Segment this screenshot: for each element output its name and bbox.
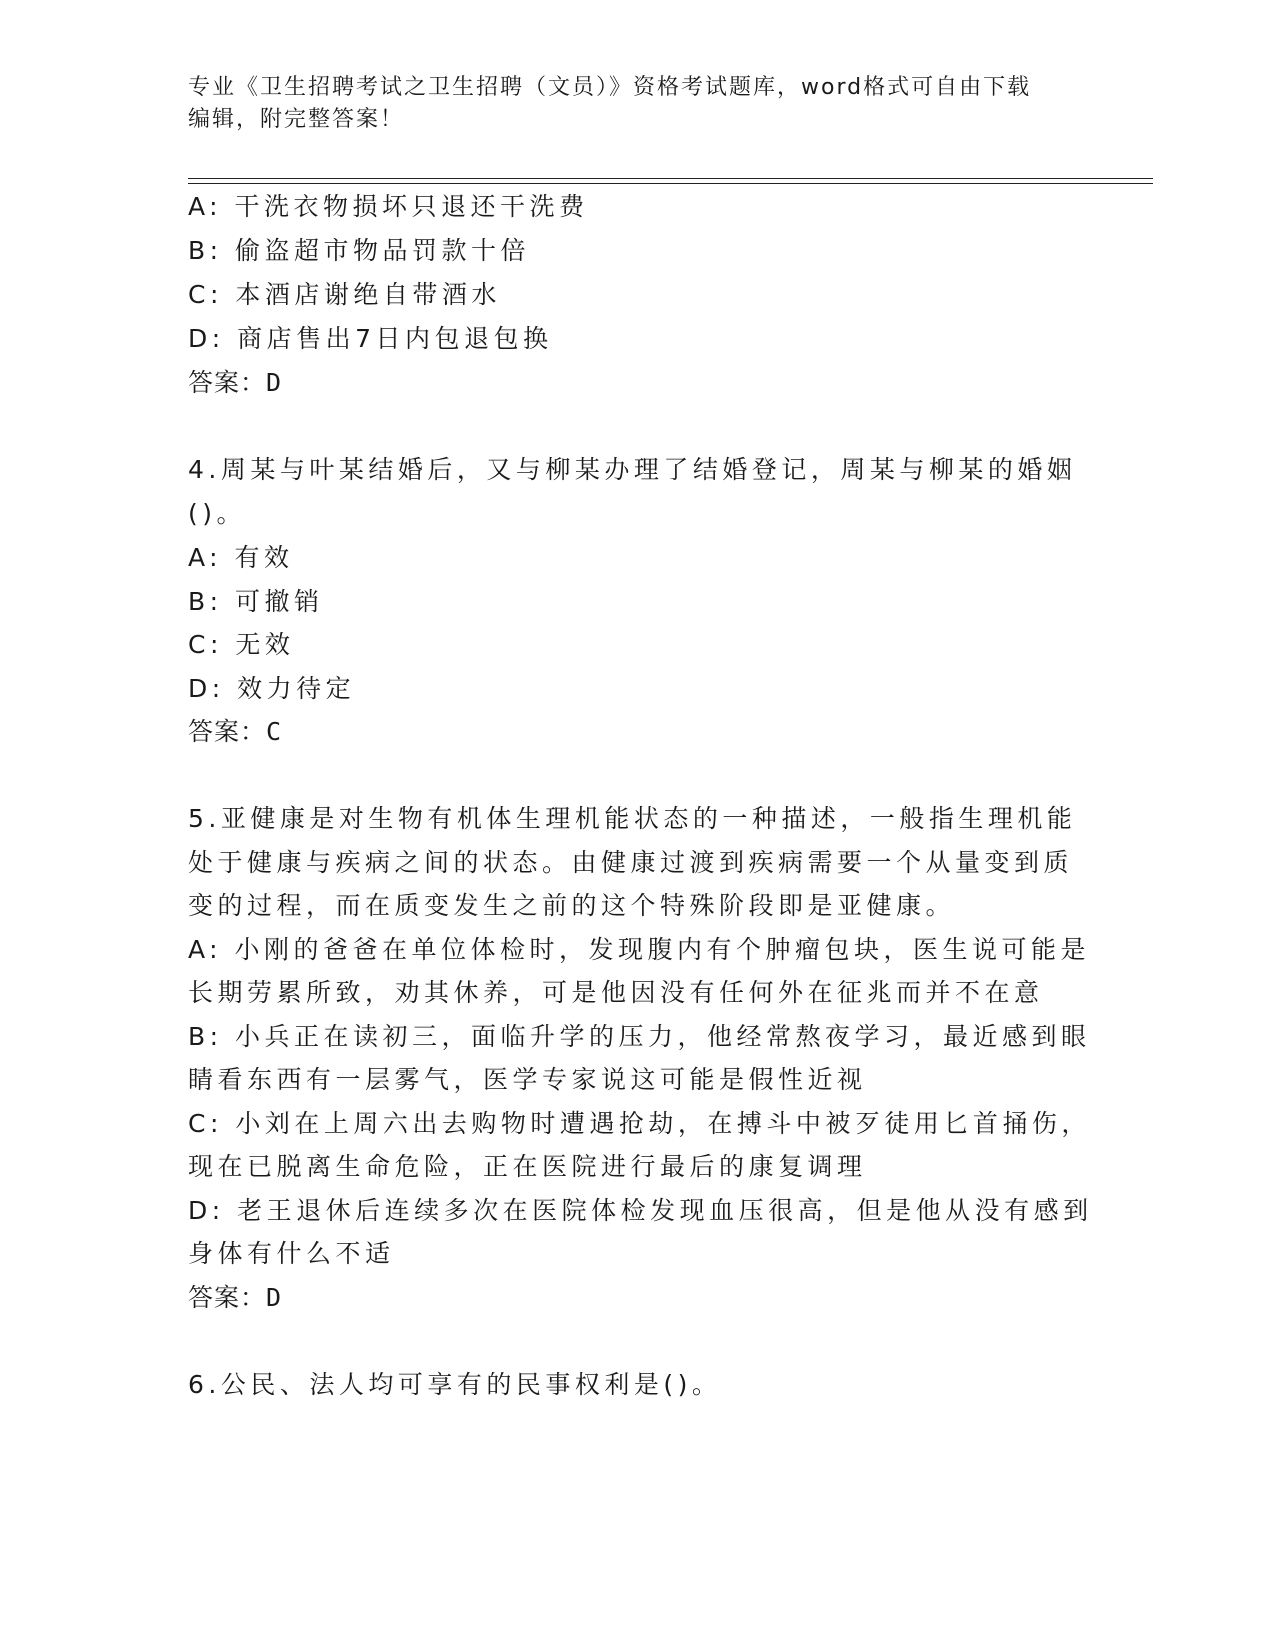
q5-option-c-line-2: 现在已脱离生命危险，正在医院进行最后的康复调理 xyxy=(188,1152,867,1181)
q5-answer-label: 答案： xyxy=(188,1283,267,1312)
q4-answer-value: C xyxy=(266,717,283,746)
q4-option-b: B: 可撤销 xyxy=(188,587,324,616)
q5-option-c-line-1: C: 小刘在上周六出去购物时遭遇抢劫，在搏斗中被歹徒用匕首捅伤， xyxy=(188,1109,1091,1138)
q4-option-d: D: 效力待定 xyxy=(188,674,356,703)
q5-option-b-line-2: 睛看东西有一层雾气，医学专家说这可能是假性近视 xyxy=(188,1065,867,1094)
q3-answer xyxy=(188,366,282,400)
q3-option-a: A: 干洗衣物损坏只退还干洗费 xyxy=(188,192,589,221)
q4-answer-label: 答案： xyxy=(188,717,267,746)
document-header xyxy=(188,72,1088,136)
header-divider-bottom xyxy=(188,183,1153,184)
q5-stem-line-3: 变的过程，而在质变发生之前的这个特殊阶段即是亚健康。 xyxy=(188,891,956,920)
q3-answer-label: 答案： xyxy=(188,368,267,397)
header-divider-top xyxy=(188,178,1153,179)
q5-option-d-line-2: 身体有什么不适 xyxy=(188,1239,395,1268)
q4-stem-line-1: 4.周某与叶某结婚后，又与柳某办理了结婚登记，周某与柳某的婚姻 xyxy=(188,455,1077,484)
q5-option-a-line-2: 长期劳累所致，劝其休养，可是他因没有任何外在征兆而并不在意 xyxy=(188,978,1044,1007)
q3-answer-value: D xyxy=(266,368,283,397)
q5-stem-line-1: 5.亚健康是对生物有机体生理机能状态的一种描述，一般指生理机能 xyxy=(188,804,1077,833)
q5-option-b-line-1: B: 小兵正在读初三，面临升学的压力，他经常熬夜学习，最近感到眼 xyxy=(188,1022,1091,1051)
q4-option-a: A: 有效 xyxy=(188,543,294,572)
q6-stem-line-1: 6.公民、法人均可享有的民事权利是()。 xyxy=(188,1370,722,1399)
header-line-2: 编辑，附完整答案！ xyxy=(188,107,405,132)
q3-option-b: B: 偷盗超市物品罚款十倍 xyxy=(188,236,531,265)
q4-option-c: C: 无效 xyxy=(188,630,295,659)
q5-answer-value: D xyxy=(266,1283,283,1312)
q5-stem-line-2: 处于健康与疾病之间的状态。由健康过渡到疾病需要一个从量变到质 xyxy=(188,848,1074,877)
q4-stem-line-2: ()。 xyxy=(188,499,247,528)
q3-option-c: C: 本酒店谢绝自带酒水 xyxy=(188,280,501,309)
q5-answer xyxy=(188,1281,282,1315)
q4-answer xyxy=(188,715,282,749)
q5-option-d-line-1: D: 老王退休后连续多次在医院体检发现血压很高，但是他从没有感到 xyxy=(188,1196,1093,1225)
q3-option-d: D: 商店售出7日内包退包换 xyxy=(188,324,553,353)
q5-option-a-line-1: A: 小刚的爸爸在单位体检时，发现腹内有个肿瘤包块，医生说可能是 xyxy=(188,935,1091,964)
header-line-1: 专业《卫生招聘考试之卫生招聘（文员）》资格考试题库，word格式可自由下载 xyxy=(188,75,1032,100)
